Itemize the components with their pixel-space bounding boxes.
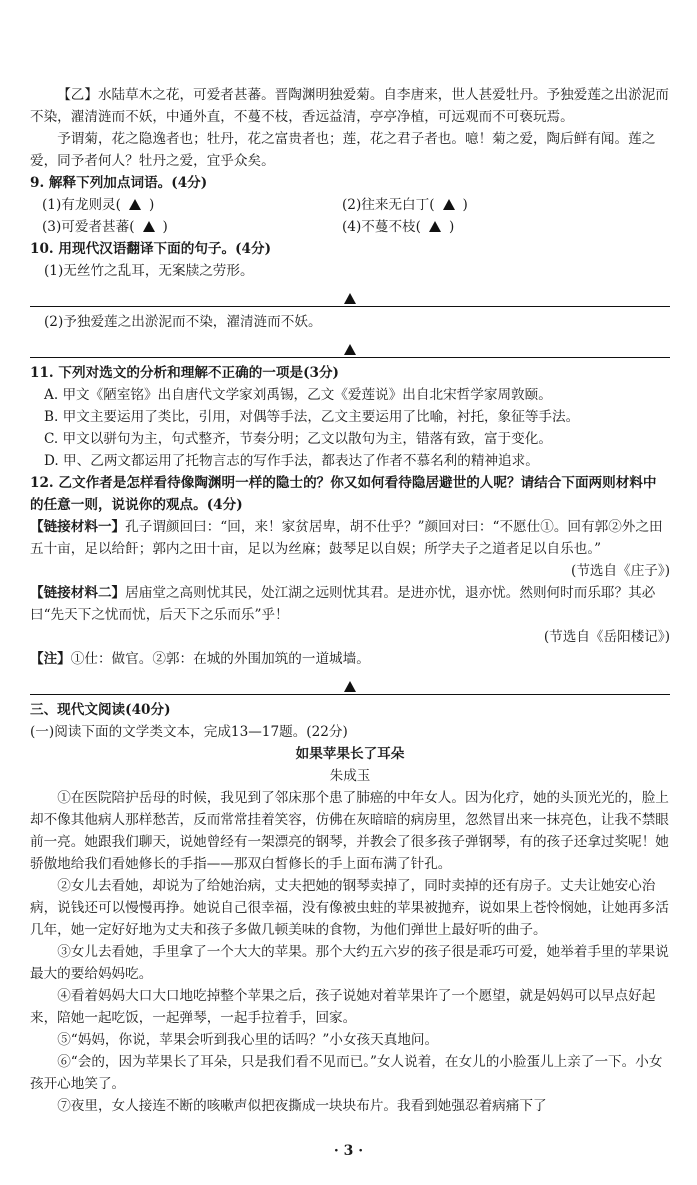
- blank-triangle-icon: [129, 199, 141, 210]
- blank-triangle-icon: [344, 293, 356, 304]
- q9-item-4: (4)不蔓不枝(: [342, 219, 421, 235]
- material-2-source: (节选自《岳阳楼记》): [543, 629, 670, 645]
- material-2-label: 【链接材料二】: [30, 585, 126, 601]
- q10-sentence-2: (2)予独爱莲之出淤泥而不染，濯清涟而不妖。: [44, 314, 322, 330]
- q9-item-2: (2)往来无白丁(: [342, 197, 435, 213]
- story-para-7: ⑦夜里，女人接连不断的咳嗽声似把夜撕成一块块布片。我看到她强忍着病痛下了: [57, 1098, 547, 1114]
- story-title: 如果苹果长了耳朵: [295, 746, 405, 762]
- answer-line-3[interactable]: [30, 672, 670, 695]
- q9-item-3: (3)可爱者甚蕃(: [42, 219, 135, 235]
- q12-stem: 12. 乙文作者是怎样看待像陶渊明一样的隐士的？你又如何看待隐居避世的人呢？请结合下面两则材料中的任意一则，说说你的观点。(4分): [30, 475, 657, 513]
- q11-option-d: D. 甲、乙两文都运用了托物言志的写作手法，都表达了作者不慕名利的精神追求。: [44, 453, 539, 469]
- material-1-label: 【链接材料一】: [30, 519, 126, 535]
- q9-stem: 9. 解释下列加点词语。(4分): [30, 175, 208, 191]
- material-2-text: 居庙堂之高则忧其民，处江湖之远则忧其君。是进亦忧，退亦忧。然则何时而乐耶？其必曰“先天下之忧而忧，后天下之乐而乐”乎！: [30, 585, 656, 623]
- blank-triangle-icon: [344, 681, 356, 692]
- q11-stem: 11. 下列对选文的分析和理解不正确的一项是(3分): [30, 365, 339, 381]
- page-number: · 3 ·: [333, 1143, 364, 1159]
- passage-yi-p2: 予谓菊，花之隐逸者也；牡丹，花之富贵者也；莲，花之君子者也。噫！菊之爱，陶后鲜有闻。莲之爱，同予者何人？牡丹之爱，宜乎众矣。: [30, 131, 656, 169]
- q10-sentence-1: (1)无丝竹之乱耳，无案牍之劳形。: [44, 263, 254, 279]
- blank-triangle-icon: [143, 221, 155, 232]
- section-3-title: 三、现代文阅读(40分): [30, 702, 171, 718]
- blank-triangle-icon: [443, 199, 455, 210]
- q10-stem: 10. 用现代汉语翻译下面的句子。(4分): [30, 241, 272, 257]
- q12-material-2: [30, 582, 670, 626]
- q9-item-1-close: ): [148, 197, 155, 213]
- q9-row-2: [42, 216, 670, 238]
- story-author: 朱成玉: [329, 768, 371, 784]
- q11-option-b: B. 甲文主要运用了类比，引用，对偶等手法，乙文主要运用了比喻，衬托，象征等手法。: [44, 409, 580, 425]
- section-3-subtitle: (一)阅读下面的文学类文本，完成13—17题。(22分): [30, 724, 348, 740]
- page-body: [30, 84, 670, 1117]
- q9-item-3-close: ): [162, 219, 168, 235]
- answer-line-2[interactable]: [30, 335, 670, 358]
- material-1-source: (节选自《庄子》): [571, 563, 670, 579]
- story-para-1: ①在医院陪护岳母的时候，我见到了邻床那个患了肺癌的中年女人。因为化疗，她的头顶光光的，脸上却不像其他病人那样愁苦，反而常常挂着笑容，仿佛在灰暗暗的病房里，忽然冒出来一抹亮色，让我不禁眼前一亮。她跟我们聊天，说她曾经有一架漂亮的钢琴，并教会了很多孩子弹钢琴，有的孩子还拿过奖呢！她骄傲地给我们看她修长的手指——那双白皙修长的手上面布满了针孔。: [30, 790, 669, 872]
- story-para-2: ②女儿去看她，却说为了给她治病，丈夫把她的钢琴卖掉了，同时卖掉的还有房子。丈夫让她安心治病，说钱还可以慢慢再挣。她说自己很幸福，没有像被虫蛀的苹果被抛弃，说如果上苍怜悯她，让她再多活几年，她一定好好地为丈夫和孩子多做几顿美味的食物，为他们弹世上最好听的曲子。: [30, 878, 669, 938]
- q9-row-1: [42, 194, 670, 216]
- story-para-6: ⑥“会的，因为苹果长了耳朵，只是我们看不见而已。”女人说着，在女儿的小脸蛋儿上亲了一下。小女孩开心地笑了。: [30, 1054, 663, 1092]
- q12-note: [30, 648, 670, 670]
- material-1-text: 孔子谓颜回曰：“回，来！家贫居卑，胡不仕乎？”颜回对曰：“不愿仕①。回有郭②外之田五十亩，足以给飦；郭内之田十亩，足以为丝麻；鼓琴足以自娱；所学夫子之道者足以自乐也。”: [30, 519, 663, 557]
- note-text: ①仕：做官。②郭：在城的外围加筑的一道城墙。: [70, 651, 370, 667]
- story-para-3: ③女儿去看她，手里拿了一个大大的苹果。那个大约五六岁的孩子很是乖巧可爱，她举着手里的苹果说最大的要给妈妈吃。: [30, 944, 669, 982]
- note-label: 【注】: [30, 651, 71, 667]
- q11-option-a: A. 甲文《陋室铭》出自唐代文学家刘禹锡，乙文《爱莲说》出自北宋哲学家周敦颐。: [44, 387, 552, 403]
- story-para-4: ④看着妈妈大口大口地吃掉整个苹果之后，孩子说她对着苹果许了一个愿望，就是妈妈可以早点好起来，陪她一起吃饭，一起弹琴，一起手拉着手，回家。: [30, 988, 656, 1026]
- q9-item-4-close: ): [448, 219, 455, 235]
- answer-line-1[interactable]: [30, 284, 670, 307]
- blank-triangle-icon: [429, 221, 441, 232]
- q9-item-2-close: ): [462, 197, 468, 213]
- passage-yi-p1: 【乙】水陆草木之花，可爱者甚蕃。晋陶渊明独爱菊。自李唐来，世人甚爱牡丹。予独爱莲之出淤泥而不染，濯清涟而不妖，中通外直，不蔓不枝，香远益清，亭亭净植，可远观而不可亵玩焉。: [30, 87, 669, 125]
- blank-triangle-icon: [344, 344, 356, 355]
- story-para-5: ⑤“妈妈，你说，苹果会听到我心里的话吗？”小女孩天真地问。: [57, 1032, 439, 1048]
- q12-material-1: [30, 516, 670, 560]
- q9-item-1: (1)有龙则灵(: [42, 197, 121, 213]
- q11-option-c: C. 甲文以骈句为主，句式整齐，节奏分明；乙文以散句为主，错落有致，富于变化。: [44, 431, 552, 447]
